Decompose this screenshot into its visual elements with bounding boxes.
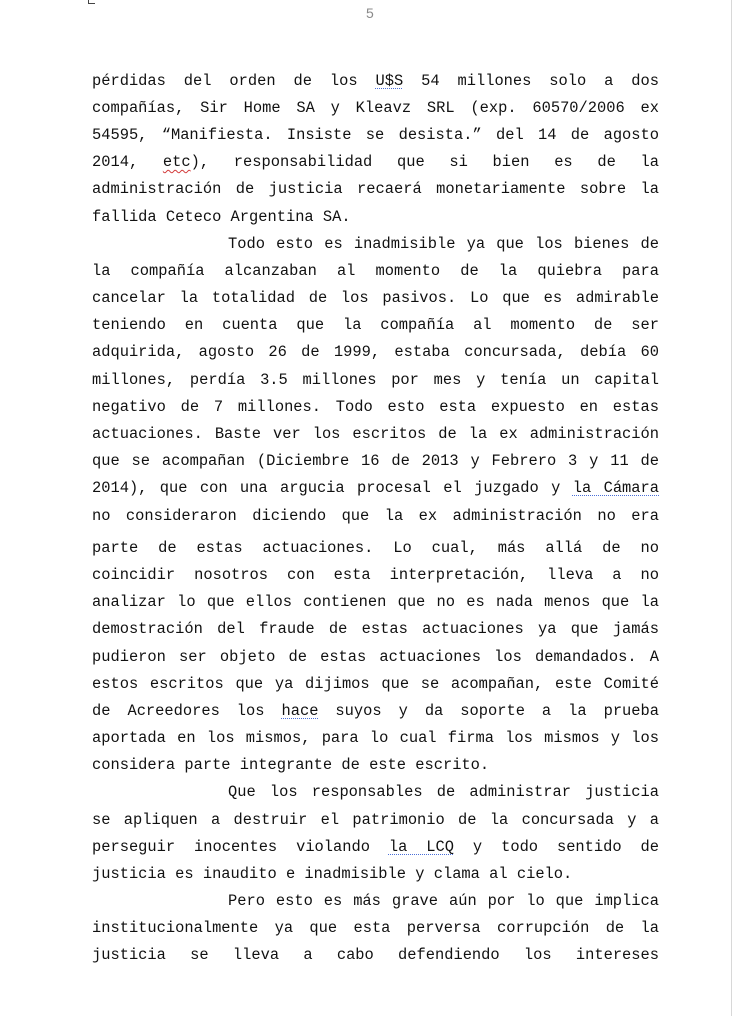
text-line: perseguir inocentes violando la LCQ y todo sentido de [92,838,660,856]
text-line: actuaciones. Baste ver los escritos de la ex administración [92,425,659,443]
grammar-mark: la Cámara [572,479,660,497]
text-line: Pero esto es más grave aún por lo que implica [228,892,659,910]
text-line: no consideraron diciendo que la ex administración no era [92,507,659,525]
text-line: que se acompañan (Diciembre 16 de 2013 y Febrero 3 y 11 de [92,452,659,470]
text-line: demostración del fraude de estas actuaciones ya que jamás [92,620,659,638]
text-line: coincidir nosotros con esta interpretación, lleva a no [92,566,659,584]
text-line: pérdidas del orden de los U$S 54 millones solo a dos [92,72,659,90]
spelling-mark: etc [162,153,191,171]
text-line: 2014), que con una argucia procesal el juzgado y la Cámara [92,479,660,497]
text-line: 54595, “Manifiesta. Insiste se desista.” del 14 de agosto [92,126,659,144]
text-line: cancelar la totalidad de los pasivos. Lo que es admirable [92,289,659,307]
grammar-mark: la LCQ [388,838,455,856]
text-line: parte de estas actuaciones. Lo cual, más allá de no [92,539,659,557]
text-line: 2014, etc), responsabilidad que si bien es de la [92,153,659,171]
text-line: la compañía alcanzaban al momento de la quiebra para [92,262,659,280]
grammar-mark: U$S [375,72,404,90]
text-line: institucionalmente ya que esta perversa corrupción de la [92,919,659,937]
text-line: Todo esto es inadmisible ya que los bienes de [228,235,659,253]
text-line: teniendo en cuenta que la compañía al momento de ser [92,316,659,334]
text-line: Que los responsables de administrar justicia [228,783,659,801]
text-line: negativo de 7 millones. Todo esto esta expuesto en estas [92,398,659,416]
crop-mark [88,0,95,4]
text-line: millones, perdía 3.5 millones por mes y tenía un capital [92,371,659,389]
text-line: se apliquen a destruir el patrimonio de la concursada y a [92,811,659,829]
grammar-mark: hace [281,702,319,720]
text-line: estos escritos que ya dijimos que se acompañan, este Comité [92,675,659,693]
text-line: administración de justicia recaerá monetariamente sobre la [92,180,659,198]
text-line: justicia se lleva a cabo defendiendo los intereses [92,946,659,964]
text-line: pudieron ser objeto de estas actuaciones los demandados. A [92,648,659,666]
text-line: compañías, Sir Home SA y Kleavz SRL (exp. 60570/2006 ex [92,99,659,117]
text-line: considera parte integrante de este escrito. [92,756,490,774]
text-line: fallida Ceteco Argentina SA. [92,208,351,226]
text-line: analizar lo que ellos contienen que no es nada menos que la [92,593,659,611]
text-line: de Acreedores los hace suyos y da soporte a la prueba [92,702,660,720]
text-line: justicia es inaudito e inadmisible y clama al cielo. [92,865,573,883]
text-line: adquirida, agosto 26 de 1999, estaba concursada, debía 60 [92,343,659,361]
text-line: aportada en los mismos, para lo cual firma los mismos y los [92,729,659,747]
page-number: 5 [366,5,374,21]
